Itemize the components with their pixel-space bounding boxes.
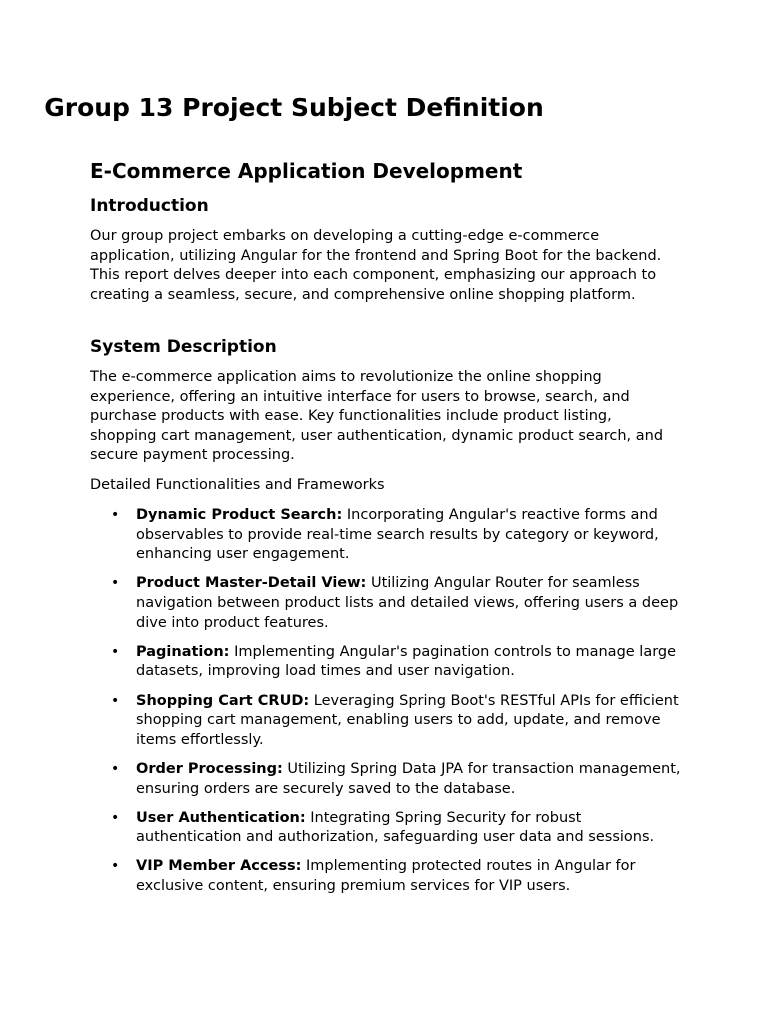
- list-item: [90, 574, 690, 633]
- bullet-icon: •: [111, 760, 120, 777]
- list-item: [90, 692, 690, 751]
- list-item: [90, 506, 690, 565]
- functionalities-list: [90, 506, 690, 906]
- list-item: [90, 643, 690, 682]
- list-item: [90, 857, 690, 896]
- bullet-icon: •: [111, 575, 120, 592]
- bullet-term: User Authentication:: [136, 809, 306, 826]
- bullet-term: Shopping Cart CRUD:: [136, 692, 310, 709]
- introduction-paragraph: Our group project embarks on developing a cutting-edge e-commerce application, utilizing Angular for the frontend and Spring Boot for the backend. This report delves deeper into each component, emphasizing our approach to creating a seamless, secure, and comprehensive online shopping platform.: [90, 228, 662, 303]
- document-subtitle: E-Commerce Application Development: [90, 159, 523, 183]
- bullet-icon: •: [111, 507, 120, 523]
- list-item: [90, 760, 690, 799]
- bullet-icon: •: [111, 692, 120, 709]
- bullet-term: VIP Member Access:: [136, 858, 302, 875]
- bullet-icon: •: [111, 643, 120, 660]
- document-title: Group 13 Project Subject Definition: [44, 93, 544, 122]
- system-description-paragraph: The e-commerce application aims to revolutionize the online shopping experience, offering an intuitive interface for users to browse, search, and purchase products with ease. Key functionalities include product listing, shopping cart management, user authentication, dynamic product search, and secure payment processing.: [90, 369, 664, 464]
- bullet-term: Order Processing:: [136, 760, 283, 777]
- system-description-heading: System Description: [90, 337, 277, 357]
- list-item: [90, 809, 690, 848]
- bullet-term: Dynamic Product Search:: [136, 507, 343, 523]
- bullet-term: Product Master-Detail View:: [136, 575, 367, 592]
- bullet-text: Utilizing Angular Router for seamless navigation between product lists and detailed views, offering users a deep dive into product features.: [136, 575, 679, 631]
- bullet-text: Integrating Spring Security for robust authentication and authorization, safeguarding user data and sessions.: [136, 809, 655, 846]
- bullet-text: Incorporating Angular's reactive forms and observables to provide real-time search results by category or keyword, enhancing user engagement.: [136, 507, 659, 563]
- bullet-text: Leveraging Spring Boot's RESTful APIs for efficient shopping cart management, enabling users to add, update, and remove items effortlessly.: [136, 692, 679, 748]
- introduction-heading: Introduction: [90, 196, 209, 216]
- bullet-text: Implementing protected routes in Angular for exclusive content, ensuring premium services for VIP users.: [136, 858, 636, 895]
- bullet-icon: •: [111, 809, 120, 826]
- bullet-text: Implementing Angular's pagination controls to manage large datasets, improving load times and user navigation.: [136, 643, 677, 680]
- bullet-text: Utilizing Spring Data JPA for transaction management, ensuring orders are securely saved to the database.: [136, 760, 681, 797]
- bullet-term: Pagination:: [136, 643, 230, 660]
- functionalities-label: Detailed Functionalities and Frameworks: [90, 477, 385, 493]
- bullet-icon: •: [111, 858, 120, 875]
